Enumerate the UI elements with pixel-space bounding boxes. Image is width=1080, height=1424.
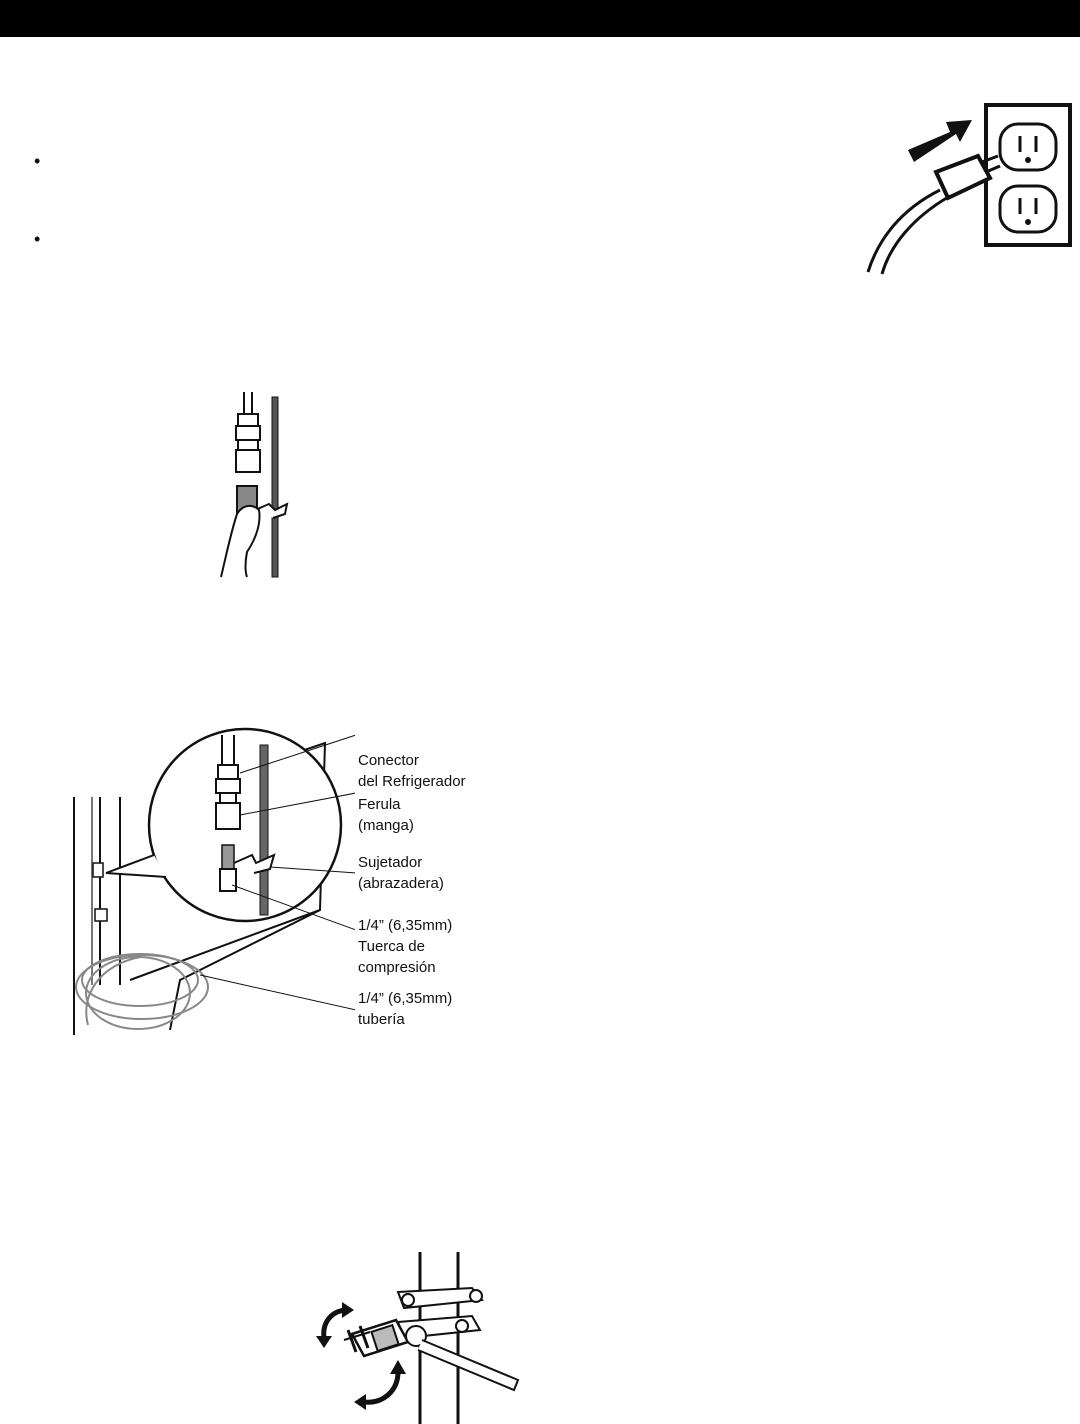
top-header-bar [0, 0, 1080, 37]
bullet-1: • [34, 151, 41, 171]
label-tubing: 1/4” (6,35mm) tubería [358, 990, 453, 1028]
saddle-valve-turning-illustration [312, 1252, 527, 1424]
label-ferrule: Ferula (manga) [358, 796, 414, 834]
label-connector: Conector del Refrigerador [358, 752, 466, 790]
label-compression-nut: 1/4” (6,35mm) Tuerca de compresión [358, 917, 453, 976]
plug-into-outlet-illustration [860, 100, 1075, 280]
label-clamp: Sujetador (abrazadera) [358, 854, 444, 892]
bullet-2: • [34, 229, 41, 249]
refrigerator-water-connection-illustration [70, 725, 355, 1037]
hand-inserting-tubing-illustration [215, 392, 290, 580]
